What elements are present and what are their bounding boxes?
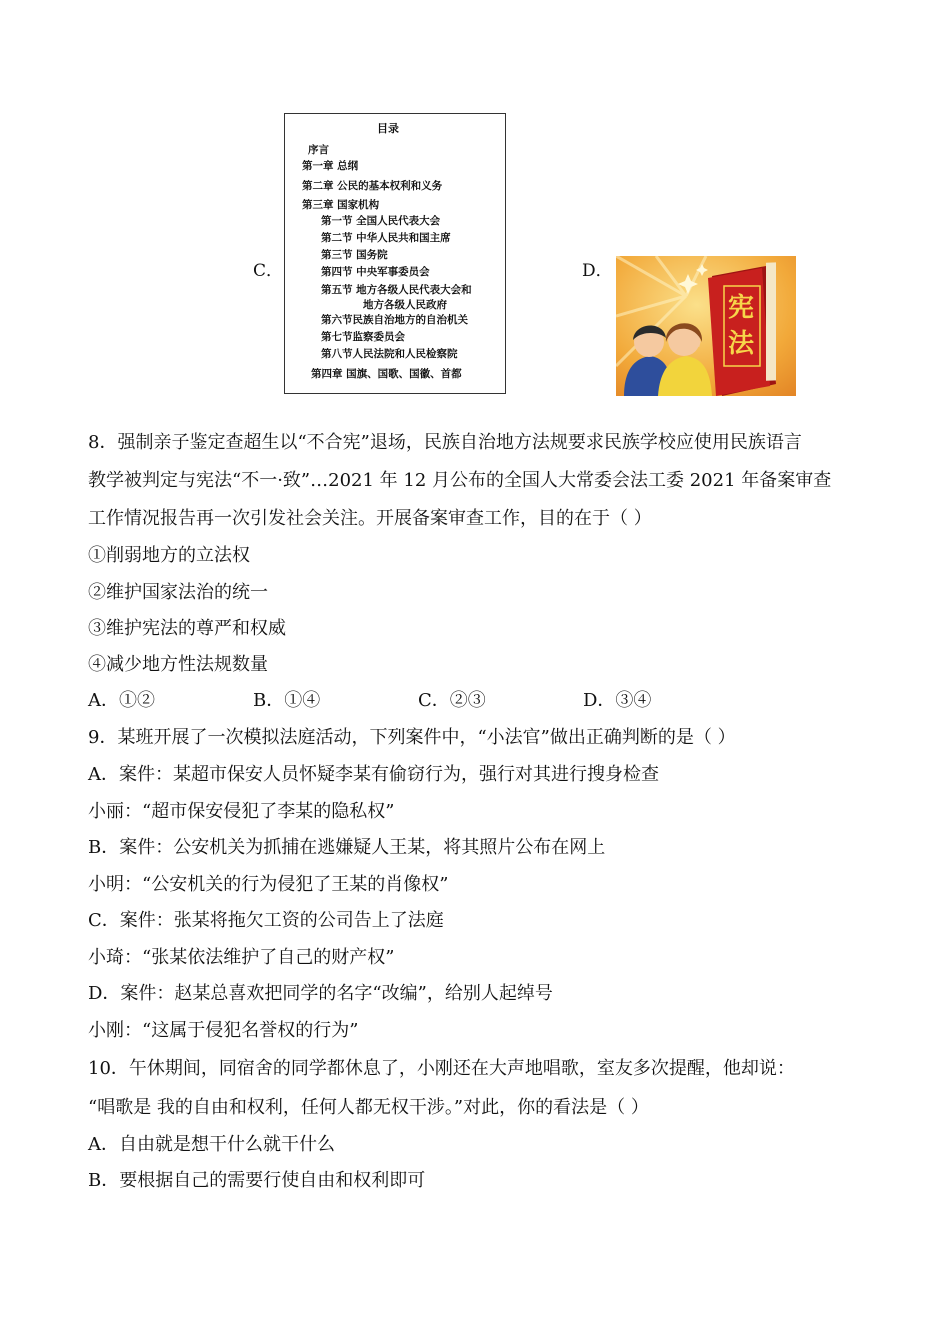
toc-entry: 第一节 全国人民代表大会 — [321, 215, 441, 227]
q9-line: B．案件：公安机关为抓捕在逃嫌疑人王某，将其照片公布在网上 — [88, 837, 606, 858]
q10-choice-a: A．自由就是想干什么就干什么 — [88, 1134, 335, 1155]
toc-entry: 第八节人民法院和人民检察院 — [321, 348, 458, 360]
q9-line: D．案件：赵某总喜欢把同学的名字“改编”，给别人起绰号 — [88, 983, 553, 1004]
constitution-illustration-svg — [616, 256, 796, 396]
toc-entry: 第二章 公民的基本权利和义务 — [302, 180, 443, 192]
q9-stem: 9．某班开展了一次模拟法庭活动，下列案件中，“小法官”做出正确判断的是（ ） — [88, 727, 736, 748]
q8-item-1: ①削弱地方的立法权 — [88, 545, 250, 566]
q8-choice-d: D．③④ — [583, 690, 652, 711]
book-title-char-2: 法 — [728, 329, 755, 359]
toc-entry: 地方各级人民政府 — [363, 299, 447, 311]
table-of-contents-image — [284, 113, 506, 394]
q8-choice-a: A．①② — [88, 690, 155, 711]
q10-stem-line-1: 10．午休期间，同宿舍的同学都休息了，小刚还在大声地唱歌，室友多次提醒，他却说： — [88, 1058, 795, 1079]
toc-entry: 第六节民族自治地方的自治机关 — [321, 314, 468, 326]
book-title-char-1: 宪 — [728, 293, 755, 323]
toc-entry: 第四节 中央军事委员会 — [321, 266, 430, 278]
q9-line: 小刚：“这属于侵犯名誉权的行为” — [88, 1020, 359, 1041]
q8-item-3: ③维护宪法的尊严和权威 — [88, 618, 286, 639]
q9-line: C．案件：张某将拖欠工资的公司告上了法庭 — [88, 910, 444, 931]
q8-choice-c: C．②③ — [418, 690, 486, 711]
q9-line: A．案件：某超市保安人员怀疑李某有偷窃行为，强行对其进行搜身检查 — [88, 764, 659, 785]
toc-entry: 第七节监察委员会 — [321, 331, 405, 343]
q8-choice-b: B．①④ — [253, 690, 321, 711]
q8-stem-line-2: 教学被判定与宪法“不一·致”…2021 年 12 月公布的全国人大常委会法工委 2021 年备案审查 — [88, 470, 832, 491]
toc-entry: 第四章 国旗、国歌、国徽、首都 — [311, 368, 462, 380]
toc-entry: 第五节 地方各级人民代表大会和 — [321, 284, 472, 296]
toc-entry: 第三节 国务院 — [321, 249, 388, 261]
q9-line: 小丽：“超市保安侵犯了李某的隐私权” — [88, 801, 395, 822]
toc-title: 目录 — [377, 122, 399, 135]
toc-entry: 序言 — [308, 144, 329, 156]
constitution-illustration — [616, 256, 796, 396]
toc-entry: 第一章 总纲 — [302, 160, 359, 172]
q10-choice-b: B．要根据自己的需要行使自由和权利即可 — [88, 1170, 426, 1191]
q8-stem-line-3: 工作情况报告再一次引发社会关注。开展备案审查工作，目的在于（ ） — [88, 508, 652, 529]
q8-item-4: ④减少地方性法规数量 — [88, 654, 268, 675]
q8-item-2: ②维护国家法治的统一 — [88, 582, 268, 603]
q10-stem-line-2: “唱歌是 我的自由和权利，任何人都无权干涉。”对此，你的看法是（ ） — [88, 1097, 649, 1118]
q9-line: 小琦：“张某依法维护了自己的财产权” — [88, 947, 395, 968]
toc-entry: 第二节 中华人民共和国主席 — [321, 232, 451, 244]
option-c-label: C． — [253, 261, 284, 281]
toc-entry: 第三章 国家机构 — [302, 199, 380, 211]
option-d-label: D． — [582, 261, 613, 281]
q8-stem-line-1: 8．强制亲子鉴定查超生以“不合宪”退场，民族自治地方法规要求民族学校应使用民族语言 — [88, 432, 802, 453]
q9-line: 小明：“公安机关的行为侵犯了王某的肖像权” — [88, 874, 449, 895]
